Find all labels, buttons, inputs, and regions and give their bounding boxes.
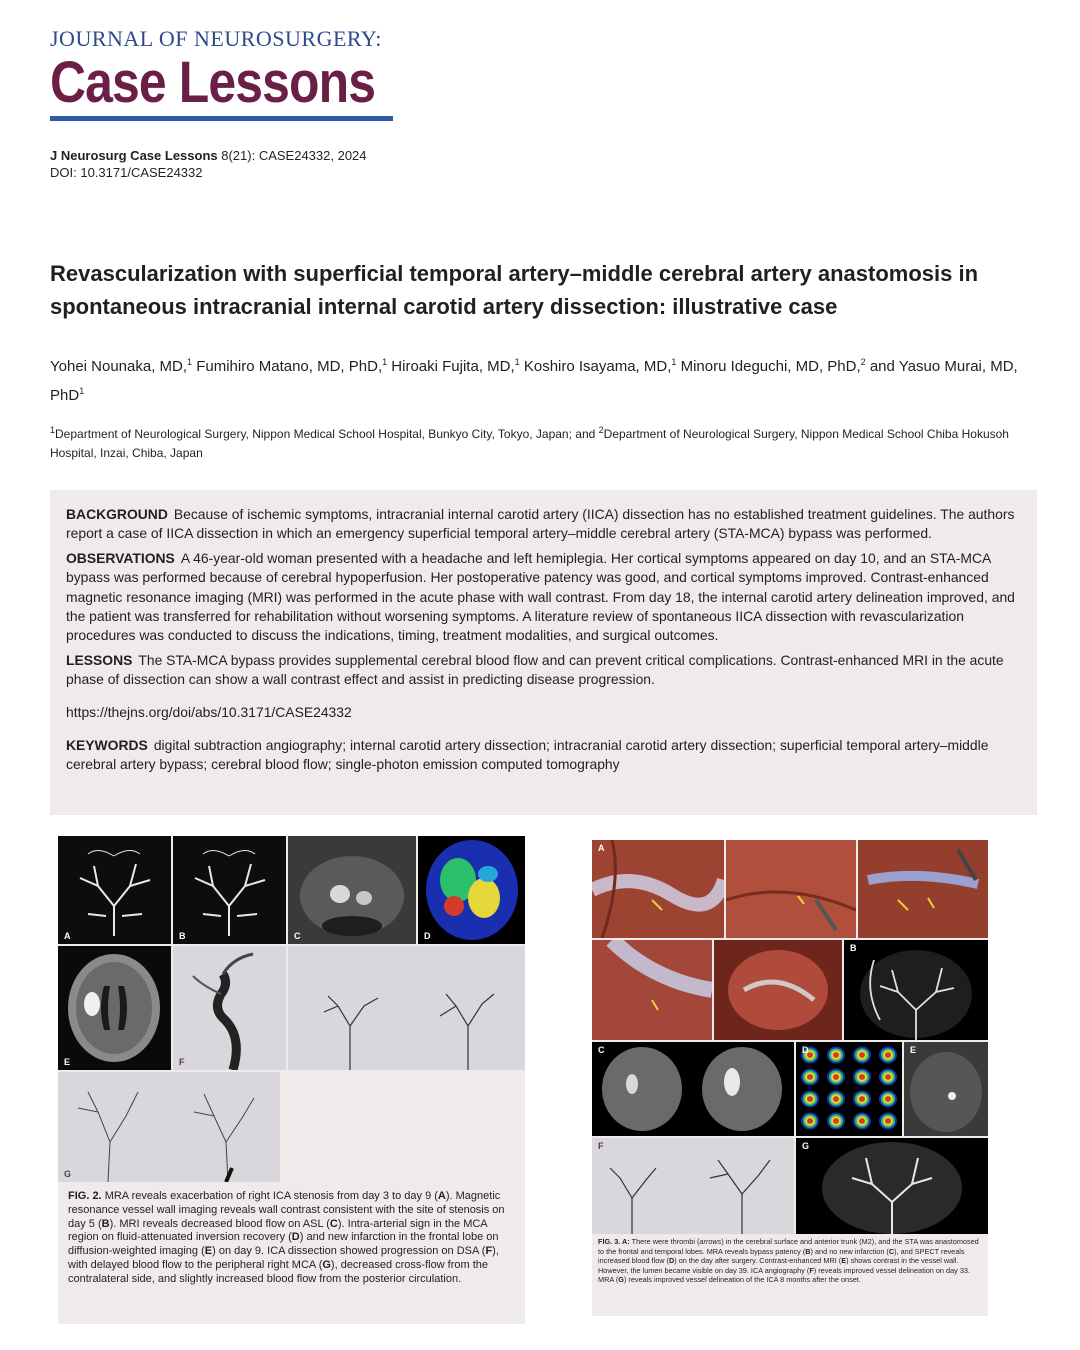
fig3-label-f: F — [598, 1141, 604, 1151]
author-list — [50, 350, 1030, 408]
article-title: Revascularization with superficial temporal artery–middle cerebral artery anastomosis in spontaneous intracranial internal carotid artery dissection: illustrative case — [50, 261, 979, 319]
fig3-caption — [598, 1237, 984, 1285]
caption-fragment: ), decreased cross-flow from the contralateral side, and slightly increased blood flow from the posterior circulation. — [68, 1258, 489, 1285]
caption-fragment: B — [101, 1217, 110, 1230]
caption-fragment: F — [485, 1245, 493, 1258]
caption-fragment: ) on day 9. ICA dissection showed progression on DSA ( — [212, 1245, 486, 1258]
affiliation-number: 2 — [598, 425, 604, 435]
fig2-caption-text — [68, 1190, 505, 1285]
fig2-label-b: B — [179, 931, 186, 941]
fig3-caption-text — [598, 1237, 979, 1284]
caption-fragment: A — [437, 1190, 446, 1202]
caption-fragment: ) in the cerebral surface and anterior trunk (M2), and the STA was anastomosed to the frontal and temporal lobes. MRA reveals bypass patency ( — [598, 1237, 979, 1256]
caption-fragment: MRA reveals exacerbation of right ICA stenosis from day 3 to day 9 ( — [104, 1190, 438, 1202]
dsa-image — [173, 946, 286, 1070]
fig2-caption-label: FIG. 2. — [68, 1190, 102, 1202]
caption-fragment: F — [809, 1265, 814, 1275]
affiliations — [50, 421, 1030, 463]
caption-fragment: G — [322, 1258, 331, 1271]
author-name: and — [869, 358, 895, 375]
surgical-photo — [714, 940, 842, 1040]
journal-abbrev: J Neurosurg Case Lessons — [50, 148, 218, 163]
fig3-label-d: D — [802, 1045, 809, 1055]
caption-fragment: ) and new infarction in the frontal lobe on diffusion-weighted imaging ( — [68, 1231, 499, 1258]
fig2-panel-e-flair — [58, 946, 171, 1070]
surgical-photo — [858, 840, 988, 938]
author-affiliation-mark: 1 — [382, 357, 388, 367]
fig2-label-c: C — [294, 931, 301, 941]
keywords-heading: KEYWORDS — [66, 737, 148, 754]
fig3-label-a: A — [598, 843, 605, 853]
fig3-panel-b-mra — [844, 940, 988, 1040]
author-name: Minoru Ideguchi, MD, PhD, — [680, 358, 861, 375]
fig2-panel-d-asl — [418, 836, 525, 944]
abstract-observations — [66, 549, 1021, 646]
spect-slice — [807, 1074, 813, 1080]
caption-fragment: ) on the day after surgery. Contrast-enhanced MRI ( — [674, 1256, 842, 1266]
abstract-keywords — [66, 736, 1021, 775]
spect-slice — [833, 1074, 839, 1080]
surgical-photo — [592, 840, 724, 938]
surgical-photo — [726, 840, 856, 938]
spect-slice — [885, 1096, 891, 1102]
article-url[interactable]: https://thejns.org/doi/abs/10.3171/CASE24332 — [66, 703, 352, 720]
fig3-panel-c-dwi — [592, 1042, 794, 1136]
fig3-panel-f-angiography — [592, 1138, 794, 1234]
caption-fragment: ). Intra-arterial sign in the MCA region on fluid-attenuated inversion recovery ( — [68, 1217, 488, 1244]
caption-fragment: D — [291, 1231, 300, 1244]
caption-fragment: B — [805, 1246, 811, 1256]
spect-grid — [796, 1042, 902, 1136]
author-affiliation-mark: 2 — [860, 357, 866, 367]
series-name: Case Lessons — [50, 50, 376, 115]
caption-fragment: arrows — [699, 1237, 722, 1246]
caption-fragment: There were thrombi ( — [631, 1237, 700, 1246]
keywords-text: digital subtraction angiography; internal carotid artery dissection; intracranial carotid artery dissection; superficial temporal artery–middle cerebral artery bypass; cerebral blood flow; single-photon emission computed tomography — [66, 737, 989, 773]
caption-fragment: ). MRI reveals decreased blood flow on ASL ( — [109, 1217, 330, 1230]
spect-slice — [859, 1052, 865, 1058]
figure-2 — [58, 836, 525, 1324]
caption-fragment: G — [618, 1275, 624, 1285]
caption-fragment: C — [888, 1246, 895, 1256]
fig3-panel-a-surgical-4 — [592, 940, 712, 1040]
dsa-lateral-image — [288, 946, 525, 1070]
fig2-label-f: F — [179, 1057, 185, 1067]
fig2-panel-b-mra — [173, 836, 286, 944]
fig2-panel-f-dsa-lateral — [288, 946, 525, 1070]
caption-fragment: ), and SPECT reveals increased blood flow ( — [598, 1246, 965, 1266]
fig2-label-g: G — [64, 1169, 72, 1179]
author-affiliation-mark: 1 — [187, 357, 193, 367]
caption-fragment: ) and no new infarction ( — [810, 1246, 889, 1256]
flair-mri-image — [58, 946, 171, 1070]
spect-slice — [833, 1096, 839, 1102]
author-affiliation-mark: 1 — [79, 386, 85, 396]
spect-slice — [807, 1096, 813, 1102]
author-name: Fumihiro Matano, MD, PhD, — [196, 358, 383, 375]
mra-bypass-image — [844, 940, 988, 1040]
mra-image — [58, 836, 171, 944]
dwi-image — [592, 1042, 794, 1136]
affiliation-number: 1 — [50, 425, 56, 435]
fig3-panel-g-mra — [796, 1138, 988, 1234]
fig3-label-e: E — [910, 1045, 917, 1055]
caption-fragment: ) reveals improved vessel delineation of the ICA 8 months after the onset. — [623, 1275, 861, 1285]
lessons-heading: LESSONS — [66, 651, 133, 668]
caption-fragment: C — [329, 1217, 338, 1230]
fig2-caption — [68, 1190, 518, 1287]
abstract-box — [50, 490, 1037, 815]
author-affiliation-mark: 1 — [671, 357, 677, 367]
vessel-wall-image — [288, 836, 416, 944]
author-name: Yohei Nounaka, MD, — [50, 358, 188, 375]
spect-slice — [885, 1052, 891, 1058]
fig3-panel-e-contrast-mri — [904, 1042, 988, 1136]
abstract-lessons — [66, 651, 1021, 690]
mra-followup-image — [796, 1138, 988, 1234]
spect-slice — [885, 1074, 891, 1080]
spect-slice — [833, 1052, 839, 1058]
fig3-label-b: B — [850, 943, 857, 953]
caption-fragment: D — [668, 1256, 675, 1266]
fig3-caption-label: FIG. 3. A: — [598, 1237, 630, 1246]
spect-slice — [807, 1118, 813, 1124]
affiliation-text: Department of Neurological Surgery, Nippon Medical School Hospital, Bunkyo City, Tokyo, Japan; and — [55, 427, 599, 441]
background-text: Because of ischemic symptoms, intracranial internal carotid artery (IICA) dissection has no established treatment guidelines. The authors report a case of IICA dissection in which an emergency superficial temporal artery–middle cerebral artery (STA-MCA) bypass was performed. — [66, 506, 1015, 542]
spect-slice — [885, 1118, 891, 1124]
affiliation-text: Department of Neurological Surgery, Nippon Medical School Chiba Hokusoh Hospital, Inzai, Chiba, Japan — [50, 427, 1009, 460]
fig3-label-c: C — [598, 1045, 605, 1055]
author-affiliation-mark: 1 — [514, 357, 520, 367]
observations-heading: OBSERVATIONS — [66, 549, 175, 566]
journal-name: JOURNAL OF NEUROSURGERY: — [50, 26, 382, 51]
fig2-panel-g-dsa — [58, 1072, 280, 1182]
fig2-panel-f-dsa — [173, 946, 286, 1070]
background-heading: BACKGROUND — [66, 506, 168, 522]
journal-masthead — [50, 26, 395, 121]
fig3-panel-a-surgical-1 — [592, 840, 724, 938]
fig3-panel-a-surgical-2 — [726, 840, 856, 938]
volume-issue: 8(21): CASE24332, 2024 — [221, 148, 367, 163]
spect-slice — [859, 1118, 865, 1124]
fig3-panel-a-surgical-5 — [714, 940, 842, 1040]
doi: DOI: 10.3171/CASE24332 — [50, 165, 203, 180]
fig3-label-g: G — [802, 1141, 810, 1151]
author-name: Yasuo Murai, MD, PhD — [50, 358, 1018, 404]
spect-slice — [859, 1096, 865, 1102]
observations-text: A 46-year-old woman presented with a headache and left hemiplegia. Her cortical symptoms appeared on day 10, and an STA-MCA bypass was performed because of cerebral hypoperfusion. Her postoperative patency was good, and cortical symptoms improved. Contrast-enhanced magnetic resonance imaging (MRI) was performed in the acute phase with wall contrast. From day 18, the internal carotid artery delineation improved, and the patient was transferred for rehabilitation without worsening symptoms. A literature review of spontaneous IICA dissection with revascularization procedures was conducted to discuss the indications, timing, treatment modalities, and surgical outcomes. — [66, 549, 1015, 644]
lessons-text: The STA-MCA bypass provides supplemental cerebral blood flow and can prevent critical complications. Contrast-enhanced MRI in the acute phase of dissection can show a wall contrast effect and assist in predicting disease progression. — [66, 651, 1004, 688]
caption-fragment: ) shows contrast in the vessel wall. However, the lumen became visible on day 39. ICA angiography ( — [598, 1256, 959, 1275]
fig2-panel-a-mra — [58, 836, 171, 944]
author-name: Hiroaki Fujita, MD, — [391, 358, 515, 375]
caption-fragment: ). Magnetic resonance vessel wall imaging reveals wall contrast consistent with the site of stenosis on day 5 ( — [68, 1190, 505, 1230]
figure-3 — [592, 840, 988, 1316]
fig3-panel-a-surgical-3 — [858, 840, 988, 938]
surgical-photo — [592, 940, 712, 1040]
fig2-label-e: E — [64, 1057, 71, 1067]
contrast-mri-image — [904, 1042, 988, 1136]
spect-slice — [833, 1118, 839, 1124]
caption-fragment: ), with delayed blood flow to the peripheral right MCA ( — [68, 1245, 499, 1271]
author-name: Koshiro Isayama, MD, — [523, 358, 672, 375]
ica-angiography-image — [592, 1138, 794, 1234]
mra-image — [173, 836, 286, 944]
fig3-panel-d-spect — [796, 1042, 902, 1136]
fig2-label-d: D — [424, 931, 431, 941]
fig2-label-a: A — [64, 931, 71, 941]
masthead-rule — [50, 116, 393, 121]
caption-fragment: E — [204, 1245, 213, 1258]
dsa-delayed-image — [58, 1072, 280, 1182]
caption-fragment: ) reveals improved vessel delineation on day 33. MRA ( — [598, 1265, 970, 1285]
asl-perfusion-image — [418, 836, 525, 944]
citation-block — [50, 147, 367, 181]
caption-fragment: E — [841, 1256, 847, 1266]
abstract-background — [66, 505, 1021, 544]
spect-slice — [859, 1074, 865, 1080]
fig2-panel-c-vessel-wall — [288, 836, 416, 944]
